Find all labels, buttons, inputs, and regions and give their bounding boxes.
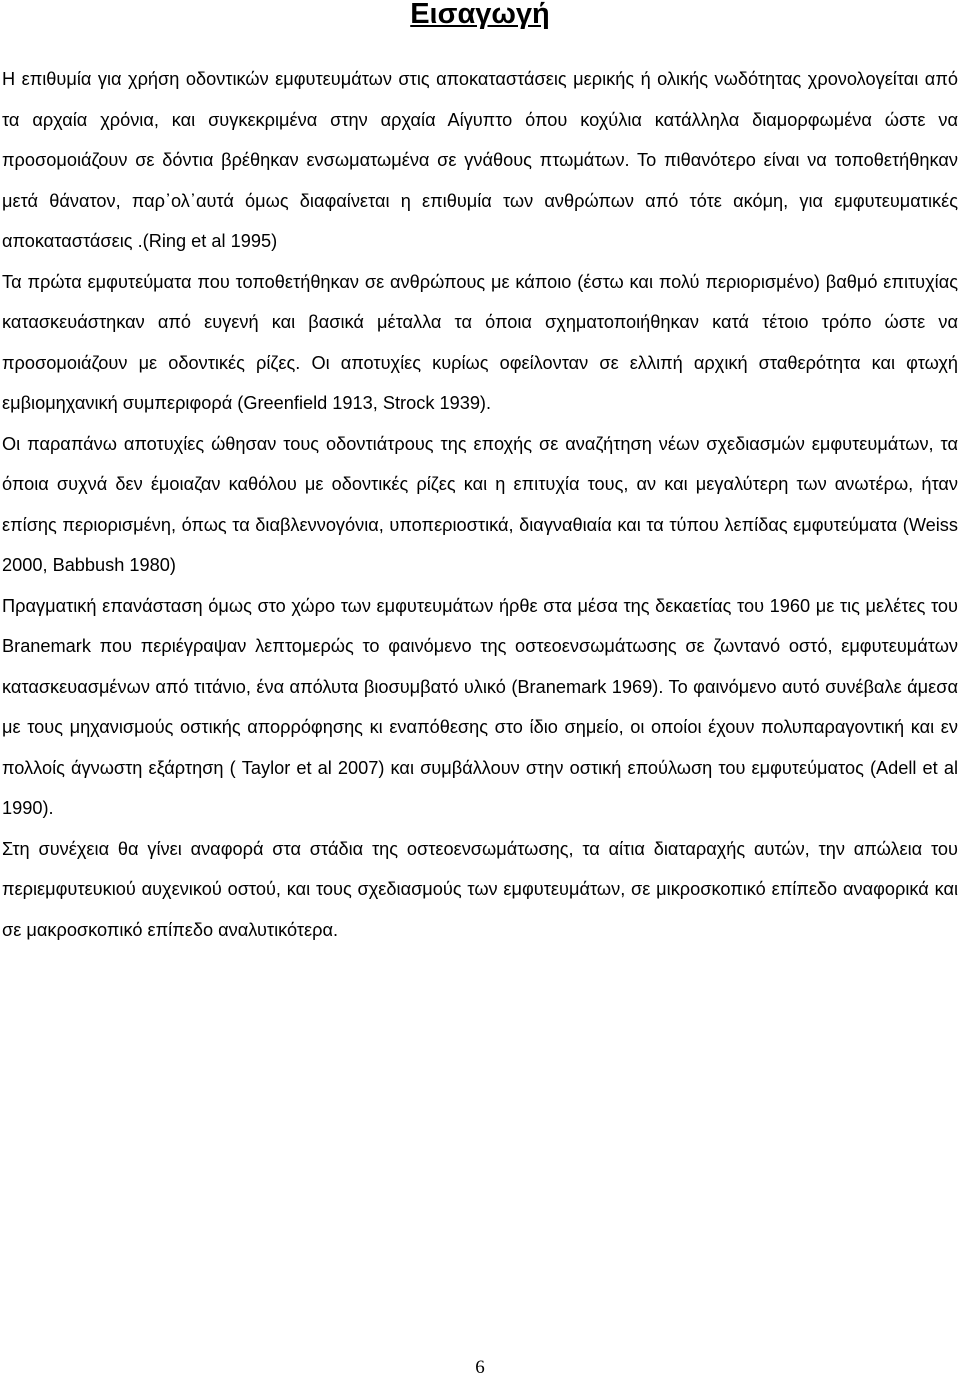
paragraph-new-designs: Οι παραπάνω αποτυχίες ώθησαν τους οδοντιάτρους της εποχής σε αναζήτηση νέων σχεδιασμών εμφυτευμάτων, τα όποια συχνά δεν έμοιαζαν καθόλου με οδοντικές ρίζες και η επιτυχία τους, αν και μεγαλύτερη των ανωτέρω, ήταν επίσης περιορισμένη, όπως τα διαβλεννογόνια, υποπεριοστικά, διαγναθιαία και τα τύπου λεπίδας εμφυτεύματα (Weiss 2000, Babbush 1980) — [2, 433, 958, 575]
paragraph-outline: Στη συνέχεια θα γίνει αναφορά στα στάδια της οστεοενσωμάτωσης, τα αίτια διαταραχής αυτών, την απώλεια του περιεμφυτευκιού αυχενικού οστού, και τους σχεδιασμούς των εμφυτευμάτων, σε μικροσκοπικό επίπεδο αναφορικά και σε μακροσκοπικό επίπεδο αναλυτικότερα. — [2, 838, 958, 940]
paragraph-first-implants: Τα πρώτα εμφυτεύματα που τοποθετήθηκαν σε ανθρώπους με κάποιο (έστω και πολύ περιορισμένο) βαθμό επιτυχίας κατασκευάστηκαν από ευγενή και βασικά μέταλλα τα όποια σχηματοποιήθηκαν κατά τέτοιο τρόπο ώστε να προσομοιάζουν με οδοντικές ρίζες. Οι αποτυχίες κυρίως οφείλονταν σε ελλιπή αρχική σταθερότητα και φτωχή εμβιομηχανική συμπεριφορά (Greenfield 1913, Strock 1939). — [2, 271, 958, 413]
body-text — [2, 59, 958, 950]
paragraph-introduction: Η επιθυμία για χρήση οδοντικών εμφυτευμάτων στις αποκαταστάσεις μερικής ή ολικής νωδότητας χρονολογείται από τα αρχαία χρόνια, και συγκεκριμένα στην αρχαία Αίγυπτο όπου κοχύλια κατάλληλα διαμορφωμένα ώστε να προσομοιάζουν σε δόντια βρέθηκαν ενσωματωμένα σε γνάθους πτωμάτων. Το πιθανότερο είναι να τοποθετήθηκαν μετά θάνατον, παρ᾽ολ᾽αυτά όμως διαφαίνεται η επιθυμία των ανθρώπων από τότε ακόμη, για εμφυτευματικές αποκαταστάσεις .(Ring et al 1995) — [2, 69, 958, 251]
page-number: 6 — [475, 1357, 485, 1378]
page-title: Εισαγωγή — [410, 0, 550, 30]
paragraph-osseointegration: Πραγματική επανάσταση όμως στο χώρο των εμφυτευμάτων ήρθε στα μέσα της δεκαετίας του 1960 με τις μελέτες του Branemark που περιέγραψαν λεπτομερώς το φαινόμενο της οστεοενσωμάτωσης σε ζωντανό οστό, εμφυτευμάτων κατασκευασμένων από τιτάνιο, ένα απόλυτα βιοσυμβατό υλικό (Branemark 1969). Το φαινόμενο αυτό συνέβαλε άμεσα με τους μηχανισμούς οστικής απορρόφησης κι εναπόθεσης στο ίδιο σημείο, οι οποίοι έχουν πολυπαραγοντική και εν πολλοίς άγνωστη εξάρτηση ( Taylor et al 2007) και συμβάλλουν στην οστική επούλωση του εμφυτεύματος (Adell et al 1990). — [2, 595, 958, 818]
